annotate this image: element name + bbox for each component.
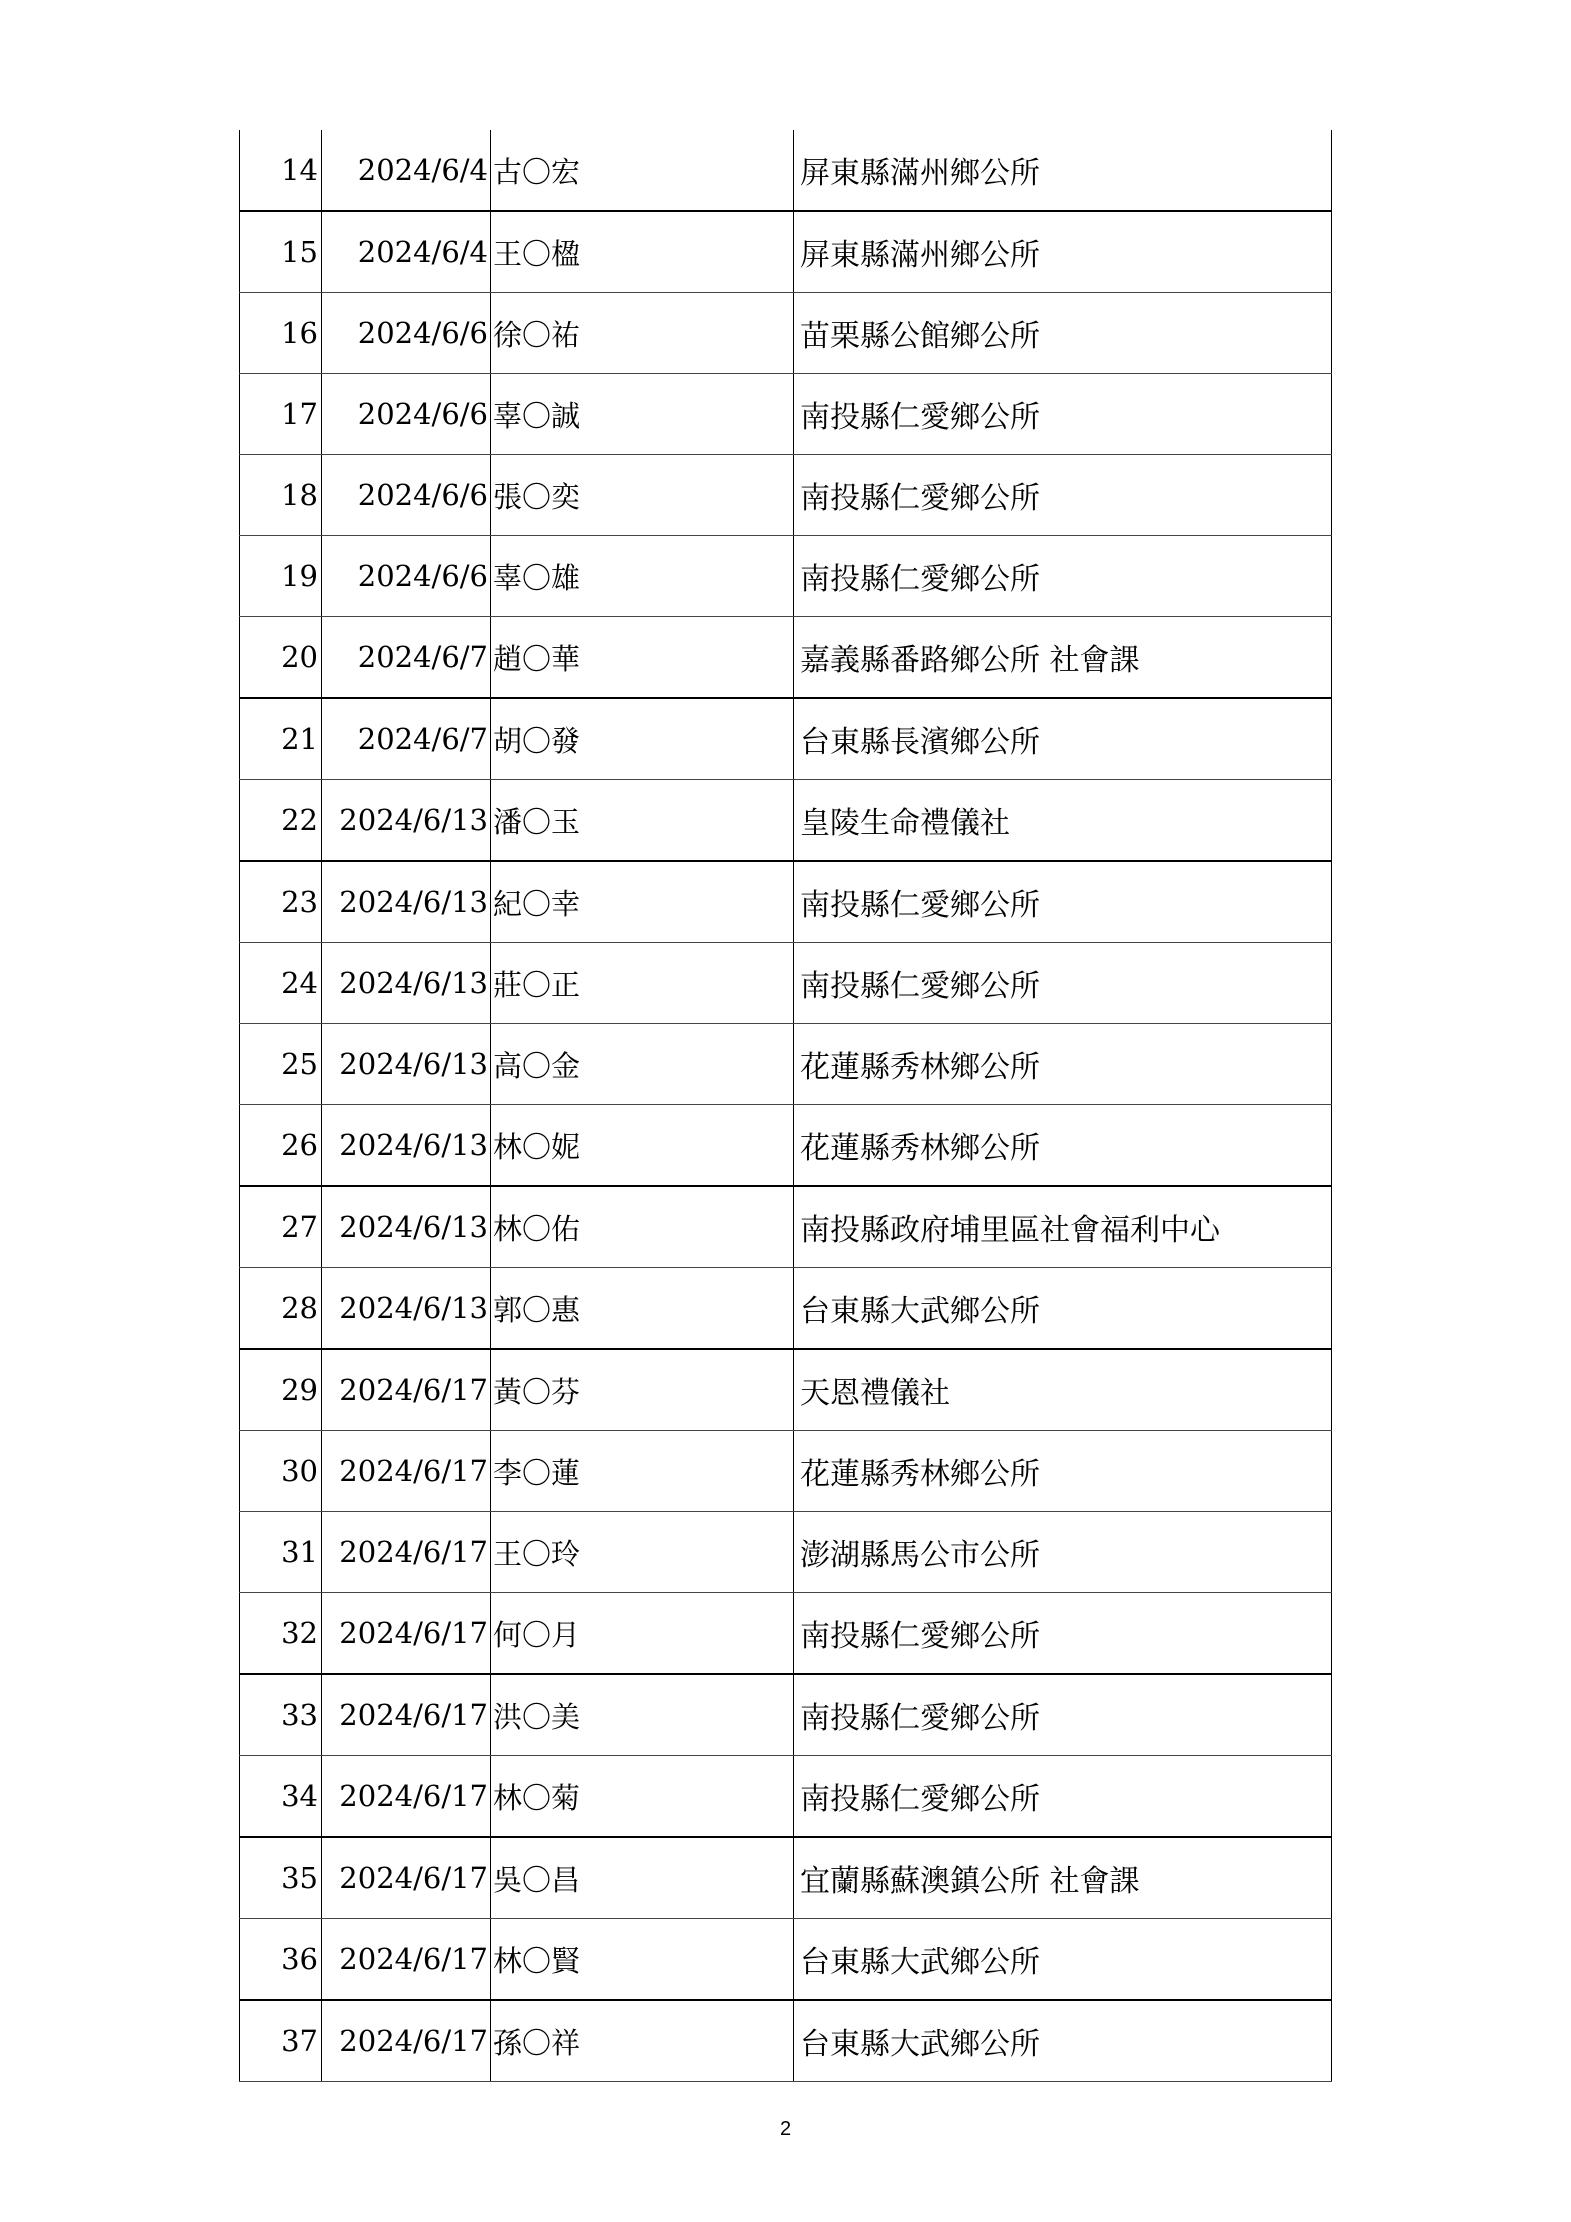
row-number: 36 xyxy=(240,1919,322,2001)
row-name: 郭〇惠 xyxy=(491,1268,794,1350)
row-name: 徐〇祐 xyxy=(491,293,794,374)
row-name: 孫〇祥 xyxy=(491,2000,794,2082)
row-organization: 台東縣大武鄉公所 xyxy=(794,2000,1332,2082)
row-number: 34 xyxy=(240,1756,322,1838)
record-table-body xyxy=(240,130,1332,2082)
row-organization: 南投縣仁愛鄉公所 xyxy=(794,861,1332,943)
row-number: 29 xyxy=(240,1349,322,1431)
row-name: 何〇月 xyxy=(491,1593,794,1675)
row-name: 林〇菊 xyxy=(491,1756,794,1838)
table-row xyxy=(240,211,1332,293)
row-number: 18 xyxy=(240,455,322,536)
row-name: 王〇玲 xyxy=(491,1512,794,1593)
table-row xyxy=(240,1186,1332,1268)
row-date: 2024/6/6 xyxy=(322,536,491,617)
row-date: 2024/6/13 xyxy=(322,1105,491,1187)
row-name: 辜〇雄 xyxy=(491,536,794,617)
row-number: 31 xyxy=(240,1512,322,1593)
table-row xyxy=(240,536,1332,617)
row-organization: 南投縣仁愛鄉公所 xyxy=(794,1593,1332,1675)
row-date: 2024/6/17 xyxy=(322,1512,491,1593)
row-date: 2024/6/4 xyxy=(322,130,491,211)
row-organization: 屏東縣滿州鄉公所 xyxy=(794,211,1332,293)
row-organization: 皇陵生命禮儀社 xyxy=(794,780,1332,862)
table-row xyxy=(240,1349,1332,1431)
row-organization: 南投縣仁愛鄉公所 xyxy=(794,1674,1332,1756)
row-number: 32 xyxy=(240,1593,322,1675)
record-table xyxy=(239,130,1332,2082)
row-name: 高〇金 xyxy=(491,1024,794,1105)
row-name: 潘〇玉 xyxy=(491,780,794,862)
row-organization: 台東縣大武鄉公所 xyxy=(794,1919,1332,2001)
table-row xyxy=(240,861,1332,943)
table-row xyxy=(240,1431,1332,1512)
row-number: 30 xyxy=(240,1431,322,1512)
row-date: 2024/6/17 xyxy=(322,2000,491,2082)
row-date: 2024/6/17 xyxy=(322,1349,491,1431)
row-number: 19 xyxy=(240,536,322,617)
row-organization: 南投縣仁愛鄉公所 xyxy=(794,374,1332,455)
row-number: 23 xyxy=(240,861,322,943)
table-row xyxy=(240,1105,1332,1187)
row-name: 莊〇正 xyxy=(491,943,794,1024)
row-organization: 台東縣長濱鄉公所 xyxy=(794,698,1332,780)
row-date: 2024/6/17 xyxy=(322,1593,491,1675)
table-row xyxy=(240,455,1332,536)
row-organization: 天恩禮儀社 xyxy=(794,1349,1332,1431)
row-organization: 南投縣政府埔里區社會福利中心 xyxy=(794,1186,1332,1268)
table-row xyxy=(240,943,1332,1024)
row-number: 15 xyxy=(240,211,322,293)
row-organization: 南投縣仁愛鄉公所 xyxy=(794,455,1332,536)
row-number: 27 xyxy=(240,1186,322,1268)
row-number: 28 xyxy=(240,1268,322,1350)
row-name: 紀〇幸 xyxy=(491,861,794,943)
table-row xyxy=(240,698,1332,780)
page-number: 2 xyxy=(779,2118,792,2140)
row-name: 張〇奕 xyxy=(491,455,794,536)
row-date: 2024/6/17 xyxy=(322,1919,491,2001)
row-organization: 宜蘭縣蘇澳鎮公所 社會課 xyxy=(794,1837,1332,1919)
row-number: 25 xyxy=(240,1024,322,1105)
table-row xyxy=(240,1756,1332,1838)
row-name: 胡〇發 xyxy=(491,698,794,780)
row-name: 辜〇誠 xyxy=(491,374,794,455)
row-name: 林〇妮 xyxy=(491,1105,794,1187)
row-date: 2024/6/6 xyxy=(322,293,491,374)
row-name: 林〇佑 xyxy=(491,1186,794,1268)
row-organization: 苗栗縣公館鄉公所 xyxy=(794,293,1332,374)
table-row xyxy=(240,1593,1332,1675)
row-date: 2024/6/17 xyxy=(322,1674,491,1756)
row-number: 22 xyxy=(240,780,322,862)
row-name: 趙〇華 xyxy=(491,617,794,699)
row-name: 吳〇昌 xyxy=(491,1837,794,1919)
row-date: 2024/6/13 xyxy=(322,861,491,943)
table-row xyxy=(240,374,1332,455)
row-number: 14 xyxy=(240,130,322,211)
row-number: 37 xyxy=(240,2000,322,2082)
table-row xyxy=(240,1837,1332,1919)
row-number: 21 xyxy=(240,698,322,780)
row-date: 2024/6/6 xyxy=(322,374,491,455)
row-date: 2024/6/13 xyxy=(322,780,491,862)
row-organization: 澎湖縣馬公市公所 xyxy=(794,1512,1332,1593)
table-row xyxy=(240,617,1332,699)
table-row xyxy=(240,1674,1332,1756)
row-organization: 嘉義縣番路鄉公所 社會課 xyxy=(794,617,1332,699)
row-date: 2024/6/13 xyxy=(322,1024,491,1105)
row-number: 26 xyxy=(240,1105,322,1187)
row-date: 2024/6/13 xyxy=(322,1268,491,1350)
row-name: 洪〇美 xyxy=(491,1674,794,1756)
table-row xyxy=(240,1512,1332,1593)
row-name: 林〇賢 xyxy=(491,1919,794,2001)
table-row xyxy=(240,1024,1332,1105)
row-date: 2024/6/6 xyxy=(322,455,491,536)
record-table-container xyxy=(239,130,1332,2078)
table-row xyxy=(240,2000,1332,2082)
table-row xyxy=(240,1268,1332,1350)
row-date: 2024/6/13 xyxy=(322,943,491,1024)
row-number: 16 xyxy=(240,293,322,374)
row-date: 2024/6/7 xyxy=(322,617,491,699)
row-organization: 花蓮縣秀林鄉公所 xyxy=(794,1024,1332,1105)
row-organization: 花蓮縣秀林鄉公所 xyxy=(794,1431,1332,1512)
row-name: 古〇宏 xyxy=(491,130,794,211)
row-organization: 南投縣仁愛鄉公所 xyxy=(794,943,1332,1024)
row-organization: 南投縣仁愛鄉公所 xyxy=(794,536,1332,617)
row-name: 李〇蓮 xyxy=(491,1431,794,1512)
row-name: 王〇楹 xyxy=(491,211,794,293)
row-organization: 台東縣大武鄉公所 xyxy=(794,1268,1332,1350)
row-date: 2024/6/4 xyxy=(322,211,491,293)
row-date: 2024/6/17 xyxy=(322,1431,491,1512)
row-organization: 屏東縣滿州鄉公所 xyxy=(794,130,1332,211)
row-number: 17 xyxy=(240,374,322,455)
table-row xyxy=(240,780,1332,862)
row-date: 2024/6/17 xyxy=(322,1837,491,1919)
row-number: 24 xyxy=(240,943,322,1024)
table-row xyxy=(240,293,1332,374)
row-number: 20 xyxy=(240,617,322,699)
row-number: 35 xyxy=(240,1837,322,1919)
row-number: 33 xyxy=(240,1674,322,1756)
table-row xyxy=(240,1919,1332,2001)
row-organization: 南投縣仁愛鄉公所 xyxy=(794,1756,1332,1838)
table-row xyxy=(240,130,1332,211)
row-date: 2024/6/17 xyxy=(322,1756,491,1838)
row-organization: 花蓮縣秀林鄉公所 xyxy=(794,1105,1332,1187)
row-date: 2024/6/13 xyxy=(322,1186,491,1268)
row-date: 2024/6/7 xyxy=(322,698,491,780)
row-name: 黃〇芬 xyxy=(491,1349,794,1431)
